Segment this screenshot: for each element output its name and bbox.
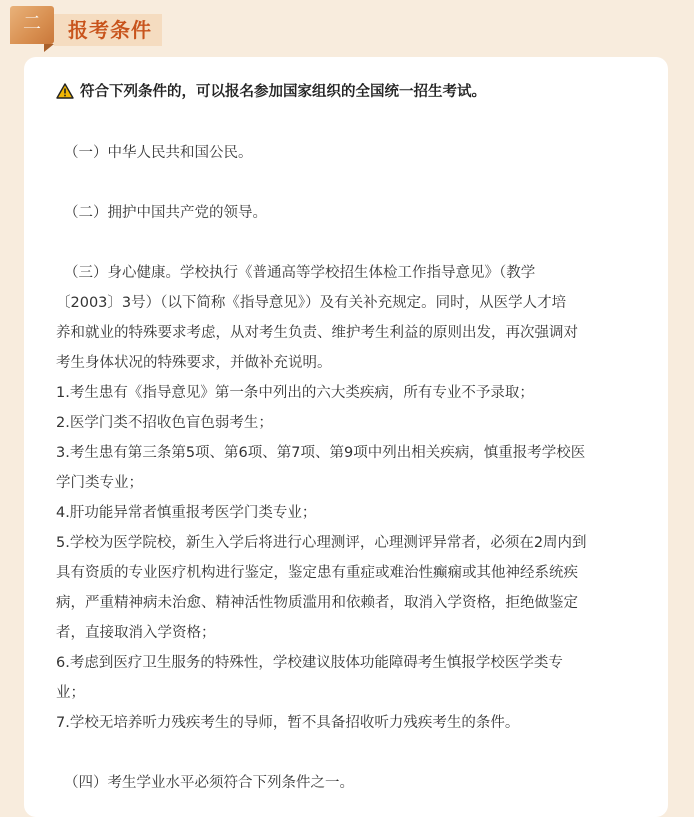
condition-3-line: 〔2003〕3号）（以下简称《指导意见》）及有关补充规定。同时，从医学人才培	[56, 295, 567, 311]
section-header	[10, 6, 210, 50]
ribbon-fold	[44, 44, 54, 52]
condition-4: （四）考生学业水平必须符合下列条件之一。	[64, 775, 354, 791]
list-item: 2.医学门类不招收色盲色弱考生；	[56, 415, 273, 431]
list-item-cont: 者，直接取消入学资格；	[56, 625, 216, 641]
list-item-cont: 病，严重精神病未治愈、精神活性物质滥用和依赖者，取消入学资格，拒绝做鉴定	[56, 595, 578, 611]
condition-3-line: （三）身心健康。学校执行《普通高等学校招生体检工作指导意见》（教学	[64, 265, 536, 281]
list-item: 3.考生患有第三条第5项、第6项、第7项、第9项中列出相关疾病，慎重报考学校医	[56, 445, 586, 461]
condition-1: （一）中华人民共和国公民。	[64, 145, 253, 161]
condition-3-line: 考生身体状况的特殊要求，并做补充说明。	[56, 355, 332, 371]
list-item-cont: 业；	[56, 685, 85, 701]
list-item: 5.学校为医学院校，新生入学后将进行心理测评，心理测评异常者，必须在2周内到	[56, 535, 587, 551]
list-item: 6.考虑到医疗卫生服务的特殊性，学校建议肢体功能障碍考生慎报学校医学类专	[56, 655, 563, 671]
list-item: 1.考生患有《指导意见》第一条中列出的六大类疾病，所有专业不予录取；	[56, 385, 534, 401]
list-item: 7.学校无培养听力残疾考生的导师，暂不具备招收听力残疾考生的条件。	[56, 715, 520, 731]
notice	[56, 80, 486, 101]
section-title: 报考条件	[68, 18, 152, 42]
list-item-cont: 具有资质的专业医疗机构进行鉴定，鉴定患有重症或难治性癫痫或其他神经系统疾	[56, 565, 578, 581]
condition-2: （二）拥护中国共产党的领导。	[64, 205, 267, 221]
list-item-cont: 学门类专业；	[56, 475, 143, 491]
warning-icon	[56, 83, 74, 99]
condition-3-line: 养和就业的特殊要求考虑，从对考生负责、维护考生利益的原则出发，再次强调对	[56, 325, 578, 341]
section-number: 二	[10, 6, 54, 44]
list-item: 4.肝功能异常者慎重报考医学门类专业；	[56, 505, 317, 521]
notice-text: 符合下列条件的，可以报名参加国家组织的全国统一招生考试。	[80, 84, 486, 100]
